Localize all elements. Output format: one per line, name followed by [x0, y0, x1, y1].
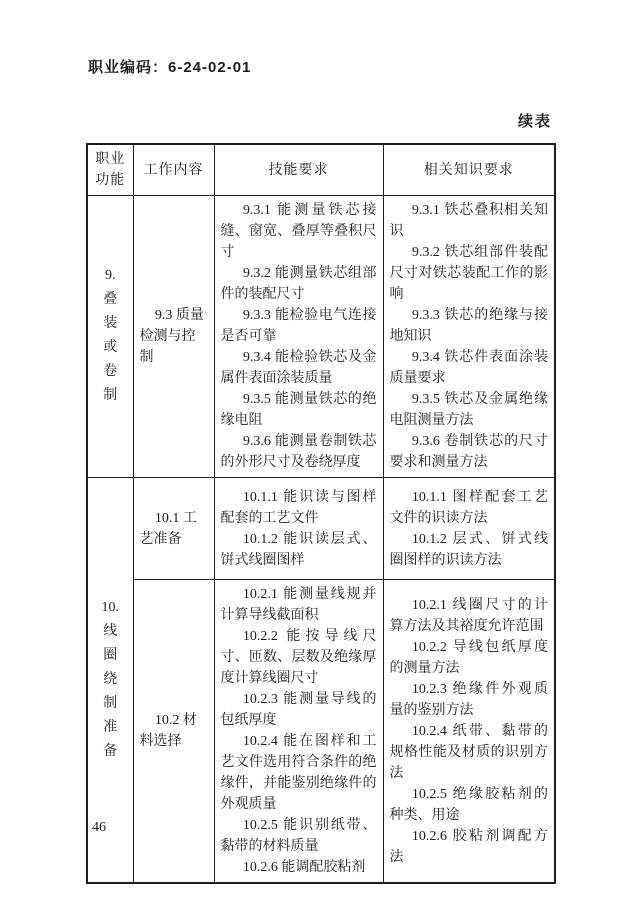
skill-item: 10.2.2 能按导线尺寸、匝数、层数及绝缘厚度计算线圈尺寸 — [220, 629, 377, 686]
skill-item: 10.2.4 能在图样和工艺文件选用符合条件的绝缘件，并能鉴别绝缘件的外观质量 — [220, 734, 377, 812]
skill-item: 10.1.2 能识读层式、饼式线圈图样 — [220, 531, 377, 568]
knowledge-item: 9.3.4 铁芯件表面涂装质量要求 — [389, 350, 548, 386]
knowledge-item: 10.2.4 纸带、黏带的规格性能及材质的识别方法 — [389, 723, 548, 781]
header-skill-requirements: 技能要求 — [214, 144, 383, 196]
job-code-label: 职业编码：6-24-02-01 — [88, 59, 252, 76]
table-row-function-10-1 — [87, 478, 555, 580]
skill-item: 10.1.1 能识读与图样配套的工艺文件 — [220, 489, 377, 526]
skill-item: 9.3.5 能测量铁芯的绝缘电阻 — [220, 392, 377, 428]
knowledge-item: 9.3.5 铁芯及金属绝缘电阻测量方法 — [389, 392, 548, 428]
skills-cell-10-1 — [214, 478, 383, 580]
knowledge-item: 9.3.3 铁芯的绝缘与接地知识 — [389, 308, 548, 344]
knowledge-item: 10.2.3 绝缘件外观质量的鉴别方法 — [389, 681, 548, 718]
knowledge-item: 9.3.6 卷制铁芯的尺寸要求和测量方法 — [389, 434, 548, 470]
work-content-9-3: 9.3 质量检测与控制 — [139, 308, 204, 365]
work-content-cell-9-3 — [133, 196, 214, 478]
knowledge-item: 10.1.2 层式、饼式线圈图样的识读方法 — [389, 531, 548, 568]
table-row-function-10-2 — [87, 580, 555, 884]
skill-item: 10.2.3 能测量导线的包纸厚度 — [220, 692, 377, 728]
skill-item: 9.3.6 能测量卷制铁芯的外形尺寸及卷绕厚度 — [220, 434, 377, 470]
skill-item: 9.3.2 能测量铁芯组部件的装配尺寸 — [220, 266, 377, 302]
header-occupational-function: 职业功能 — [87, 144, 133, 196]
knowledge-item: 10.2.6 胶粘剂调配方法 — [389, 828, 548, 865]
knowledge-cell-10-2 — [383, 580, 555, 884]
work-content-cell-10-2 — [133, 580, 214, 884]
knowledge-item: 10.2.1 线圈尺寸的计算方法及其裕度允许范围 — [389, 597, 548, 634]
knowledge-item: 9.3.1 铁芯叠积相关知识 — [389, 203, 548, 239]
table-header-row — [87, 144, 555, 196]
continued-table-label: 续表 — [517, 113, 552, 130]
knowledge-item: 10.1.1 图样配套工艺文件的识读方法 — [389, 489, 548, 526]
function-name-10: 线圈绕制准备 — [103, 623, 118, 759]
work-content-cell-10-1 — [133, 478, 214, 580]
skill-item: 10.2.6 能调配胶粘剂 — [242, 860, 366, 875]
table-row-function-9 — [87, 196, 555, 478]
skill-item: 9.3.4 能检验铁芯及金属件表面涂装质量 — [220, 350, 377, 386]
knowledge-cell-9-3 — [383, 196, 555, 478]
knowledge-cell-10-1 — [383, 478, 555, 580]
header-work-content: 工作内容 — [133, 144, 214, 196]
work-content-10-1: 10.1 工艺准备 — [139, 510, 197, 547]
function-number-9: 9. — [105, 268, 116, 283]
skill-item: 9.3.3 能检验电气连接是否可靠 — [220, 308, 377, 344]
function-name-9: 叠装或卷制 — [103, 292, 118, 403]
function-cell-9 — [87, 196, 133, 478]
knowledge-item: 10.2.2 导线包纸厚度的测量方法 — [389, 639, 548, 676]
function-number-10: 10. — [101, 599, 119, 615]
skills-cell-10-2 — [214, 580, 383, 884]
header-knowledge-requirements: 相关知识要求 — [383, 144, 555, 196]
page-number: 46 — [92, 820, 106, 835]
requirements-table — [86, 143, 556, 884]
knowledge-item: 10.2.5 绝缘胶粘剂的种类、用途 — [389, 786, 548, 823]
skill-item: 10.2.1 能测量线规并计算导线截面积 — [220, 587, 377, 623]
skills-cell-9-3 — [214, 196, 383, 478]
skill-item: 10.2.5 能识别纸带、黏带的材料质量 — [220, 818, 377, 854]
work-content-10-2: 10.2 材料选择 — [139, 713, 197, 749]
skill-item: 9.3.1 能测量铁芯接缝、窗宽、叠厚等叠积尺寸 — [220, 203, 377, 260]
knowledge-item: 9.3.2 铁芯组部件装配尺寸对铁芯装配工作的影响 — [389, 245, 548, 302]
